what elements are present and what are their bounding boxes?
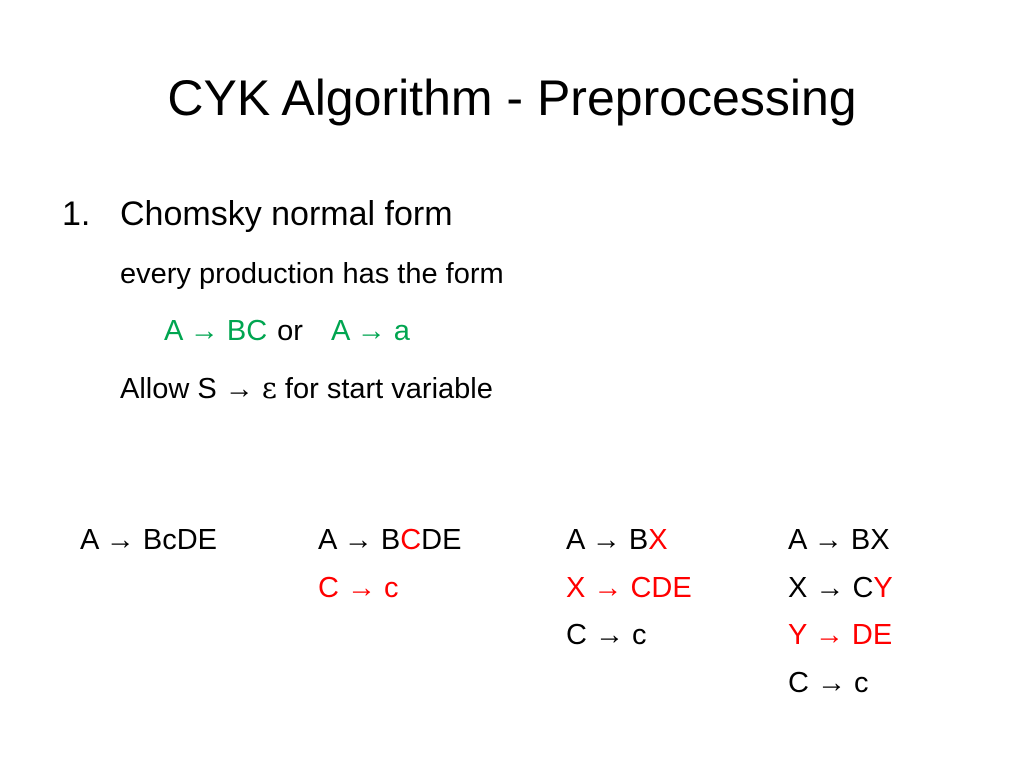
epsilon-rule: [120, 371, 493, 406]
list-heading: Chomsky normal form: [120, 195, 453, 233]
slide-title: CYK Algorithm - Preprocessing: [167, 70, 857, 126]
cnf-rules: [164, 314, 410, 348]
form-description: every production has the form: [120, 258, 504, 290]
list-number: 1.: [62, 195, 91, 233]
rule-line: [318, 517, 461, 565]
rule-line: [566, 517, 692, 565]
rule-highlight: Y: [873, 571, 893, 604]
rule-line: C → c: [788, 666, 869, 699]
derivation-column-2: [318, 517, 461, 612]
allow-suffix: for start variable: [284, 373, 493, 405]
rule-line: A → BcDE: [80, 524, 217, 556]
rule-line: C → c: [318, 571, 399, 604]
allow-prefix: Allow S →: [120, 373, 254, 405]
epsilon-symbol: ε: [261, 371, 277, 405]
rule-line: Y → DE: [788, 619, 893, 651]
rule-prefix: A → B: [318, 524, 401, 556]
rule-line: C → c: [566, 619, 647, 651]
or-text: or: [277, 315, 303, 347]
rule-line: A → BX: [788, 524, 890, 556]
derivation-column-3: [566, 517, 692, 660]
derivation-column-4: [788, 517, 893, 707]
rule-line: X → CDE: [566, 571, 692, 604]
rule-prefix: X → C: [788, 571, 874, 604]
rule-terminal: A → a: [330, 315, 410, 347]
rule-highlight: X: [648, 524, 668, 556]
rule-highlight: C: [400, 524, 422, 556]
rule-binary: A → BC: [164, 315, 268, 347]
rule-suffix: DE: [421, 524, 462, 556]
rule-line: [788, 565, 893, 613]
derivation-column-1: [80, 517, 217, 565]
rule-prefix: A → B: [566, 524, 649, 556]
